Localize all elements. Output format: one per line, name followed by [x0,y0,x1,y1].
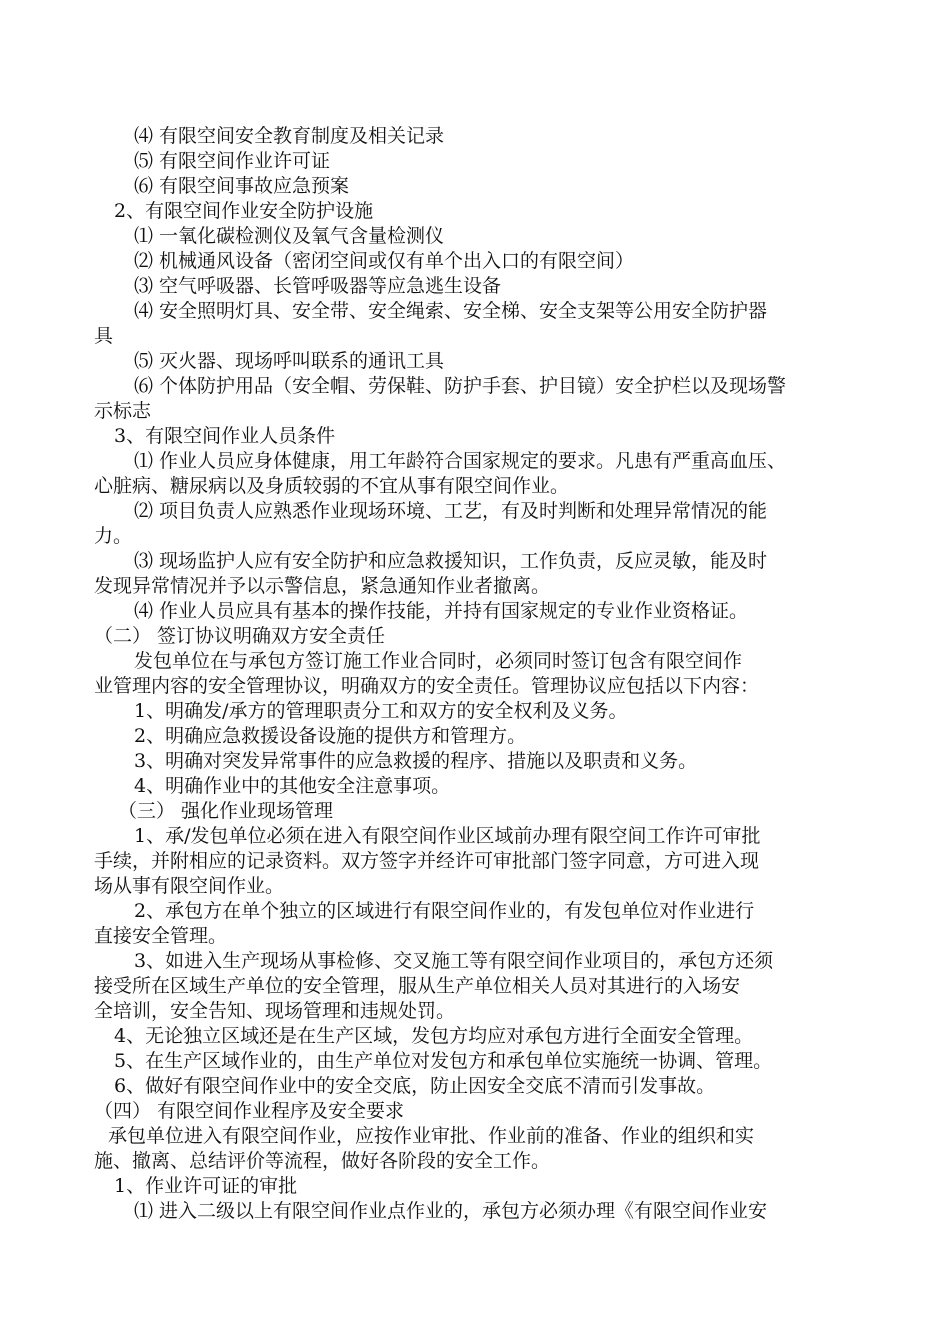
text-line: 1、承/发包单位必须在进入有限空间作业区域前办理有限空间工作许可审批 [134,825,761,847]
text-line: ⑹ 个体防护用品（安全帽、劳保鞋、防护手套、护目镜）安全护栏以及现场警 [134,375,787,397]
section-heading: 1、作业许可证的审批 [114,1175,298,1197]
text-line: 2、承包方在单个独立的区域进行有限空间作业的，有发包单位对作业进行 [134,900,755,922]
text-line: 业管理内容的安全管理协议，明确双方的安全责任。管理协议应包括以下内容： [94,675,760,697]
text-line: ⑵ 机械通风设备（密闭空间或仅有单个出入口的有限空间） [134,250,635,272]
text-line: 4、无论独立区域还是在生产区域，发包方均应对承包方进行全面安全管理。 [114,1025,754,1047]
text-line: 3、明确对突发异常事件的应急救援的程序、措施以及职责和义务。 [134,750,698,772]
text-line: 3、如进入生产现场从事检修、交叉施工等有限空间作业项目的，承包方还须 [134,950,774,972]
text-line: ⑶ 空气呼吸器、长管呼吸器等应急逃生设备 [134,275,502,297]
text-line: 场从事有限空间作业。 [94,875,285,897]
text-line: ⑷ 有限空间安全教育制度及相关记录 [134,125,445,147]
text-line: 力。 [94,525,133,547]
text-line: 示标志 [94,400,152,422]
text-line: 4、明确作业中的其他安全注意事项。 [134,775,451,797]
text-line: 6、做好有限空间作业中的安全交底，防止因安全交底不清而引发事故。 [114,1075,716,1097]
text-line: 接受所在区域生产单位的安全管理，服从生产单位相关人员对其进行的入场安 [94,975,741,997]
section-heading: （三） 强化作业现场管理 [118,800,334,822]
text-line: 1、明确发/承方的管理职责分工和双方的安全权利及义务。 [134,700,628,722]
text-line: ⑵ 项目负责人应熟悉作业现场环境、工艺，有及时判断和处理异常情况的能 [134,500,768,522]
text-line: 全培训，安全告知、现场管理和违规处罚。 [94,1000,456,1022]
text-line: ⑶ 现场监护人应有安全防护和应急救援知识，工作负责，反应灵敏，能及时 [134,550,768,572]
text-line: ⑷ 作业人员应具有基本的操作技能，并持有国家规定的专业作业资格证。 [134,600,749,622]
text-line: ⑴ 作业人员应身体健康，用工年龄符合国家规定的要求。凡患有严重高血压、 [134,450,787,472]
text-line: ⑹ 有限空间事故应急预案 [134,175,350,197]
text-line: 具 [94,325,114,347]
section-heading: 2、有限空间作业安全防护设施 [114,200,374,222]
text-line: 发现异常情况并予以示警信息，紧急通知作业者撤离。 [94,575,551,597]
section-heading: （四） 有限空间作业程序及安全要求 [94,1100,405,1122]
section-heading: 3、有限空间作业人员条件 [114,425,336,447]
text-line: 心脏病、糖尿病以及身质较弱的不宜从事有限空间作业。 [94,475,570,497]
text-line: 手续，并附相应的记录资料。双方签字并经许可审批部门签字同意，方可进入现 [94,850,760,872]
text-line: ⑴ 一氧化碳检测仪及氧气含量检测仪 [134,225,445,247]
text-line: ⑷ 安全照明灯具、安全带、安全绳索、安全梯、安全支架等公用安全防护器 [134,300,768,322]
text-line: ⑴ 进入二级以上有限空间作业点作业的，承包方必须办理《有限空间作业安 [134,1200,768,1222]
text-line: 承包单位进入有限空间作业，应按作业审批、作业前的准备、作业的组织和实 [108,1125,755,1147]
text-line: 直接安全管理。 [94,925,228,947]
text-line: 施、撤离、总结评价等流程，做好各阶段的安全工作。 [94,1150,551,1172]
text-line: ⑸ 灭火器、现场呼叫联系的通讯工具 [134,350,445,372]
text-line: 5、在生产区域作业的，由生产单位对发包方和承包单位实施统一协调、管理。 [114,1050,773,1072]
text-line: 2、明确应急救援设备设施的提供方和管理方。 [134,725,527,747]
text-line: 发包单位在与承包方签订施工作业合同时，必须同时签订包含有限空间作 [134,650,743,672]
section-heading: （二） 签订协议明确双方安全责任 [94,625,386,647]
text-line: ⑸ 有限空间作业许可证 [134,150,331,172]
